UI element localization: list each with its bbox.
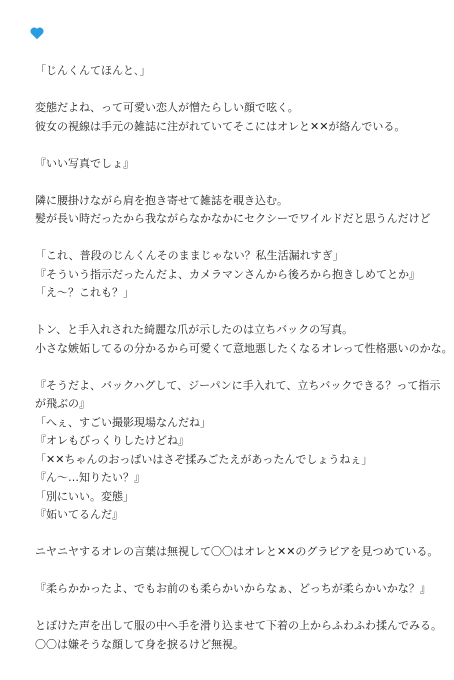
text-line: 変態だよね、って可愛い恋人が憎たらしい顔で呟く。 [35, 101, 299, 114]
text-line: 「✕✕ちゃんのおっぱいはさぞ揉みごたえがあったんでしょうねぇ」 [35, 452, 373, 466]
text-line: 『そうだよ、バックハグして、ジーパンに手入れて、立ちバックできる？って指示 [35, 378, 441, 392]
text-line: 『ん〜…知りたい？』 [35, 471, 145, 484]
text-line: 『オレもびっくりしたけどね』 [35, 434, 189, 447]
story-text [35, 62, 453, 654]
text-line: 〇〇は嫌そうな顔して身を捩るけど無視。 [35, 637, 244, 651]
text-line: 「へぇ、すごい撮影現場なんだね」 [35, 415, 211, 429]
text-line: 隣に腰掛けながら肩を抱き寄せて雑誌を覗き込む。 [35, 193, 288, 207]
blue-heart-icon [30, 27, 44, 40]
text-line: 「え〜？これも？」 [35, 286, 134, 299]
text-line: 『いい写真でしょ』 [35, 156, 134, 170]
text-line: 小さな嫉妬してるの分かるから可愛くて意地悪したくなるオレって性格悪いのかな。 [35, 341, 453, 355]
text-line: とぼけた声を出して服の中へ手を滑り込ませて下着の上からふわふわ揉んでみる。 [35, 619, 442, 632]
text-line: 「じんくんてほんと､」 [35, 64, 151, 77]
text-line: ニヤニヤするオレの言葉は無視して〇〇はオレと✕✕のグラビアを見つめている。 [35, 545, 439, 558]
text-line: が飛ぶの』 [35, 397, 90, 410]
text-line: 「別にいい。変態」 [35, 489, 134, 503]
text-line: 『妬いてるんだ』 [35, 508, 123, 521]
text-line: 『柔らかかったよ、でもお前のも柔らかいからなぁ、どっちが柔らかいかな？』 [35, 582, 431, 595]
text-line: 彼女の視線は手元の雑誌に注がれていてそこにはオレと✕✕が絡んでいる。 [35, 119, 406, 133]
text-line: トン、と手入れされた綺麗な爪が示したのは立ちバックの写真。 [35, 323, 354, 336]
text-line: 髪が長い時だったから我ながらなかなかにセクシーでワイルドだと思うんだけど [35, 212, 431, 225]
text-line: 「これ、普段のじんくんそのままじゃない？私生活漏れすぎ」 [35, 249, 344, 262]
text-line: 『そういう指示だったんだよ、カメラマンさんから後ろから抱きしめてとか』 [35, 267, 420, 281]
